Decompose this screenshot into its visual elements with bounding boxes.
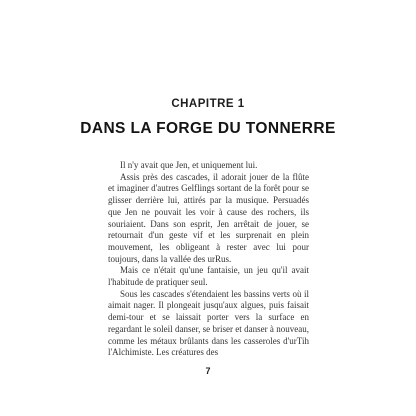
- paragraph: Sous les cascades s'étendaient les bassins verts où il aimait nager. Il plongeait jusqu'aux algues, puis faisait demi-tour et se laissait porter vers la surface en regardant le soleil danser, se briser et danser à nouveau, comme les métaux brûlants dans les casseroles d'urTih l'Alchimiste. Les créatures des: [108, 288, 309, 358]
- paragraph: Mais ce n'était qu'une fantaisie, un jeu qu'il avait l'habitude de pratiquer seul.: [108, 265, 309, 288]
- chapter-body: [108, 160, 309, 359]
- paragraph: Il n'y avait que Jen, et uniquement lui.: [120, 160, 258, 170]
- paragraph: Assis près des cascades, il adorait jouer de la flûte et imaginer d'autres Gelflings sortant de la forêt pour se glisser derrière lui, attirés par la musique. Persuadés que Jen ne pouvait les voir à cause des rochers, ils souriaient. Dans son esprit, Jen arrêtait de jouer, se retournait d'un geste vif et les surprenait en plein mouvement, les obligeant à rester avec lui pour toujours, dans la vallée des urRus.: [108, 171, 309, 264]
- chapter-title: DANS LA FORGE DU TONNERRE: [80, 120, 336, 137]
- chapter-label: CHAPITRE 1: [171, 98, 245, 110]
- page-number: 7: [205, 366, 211, 376]
